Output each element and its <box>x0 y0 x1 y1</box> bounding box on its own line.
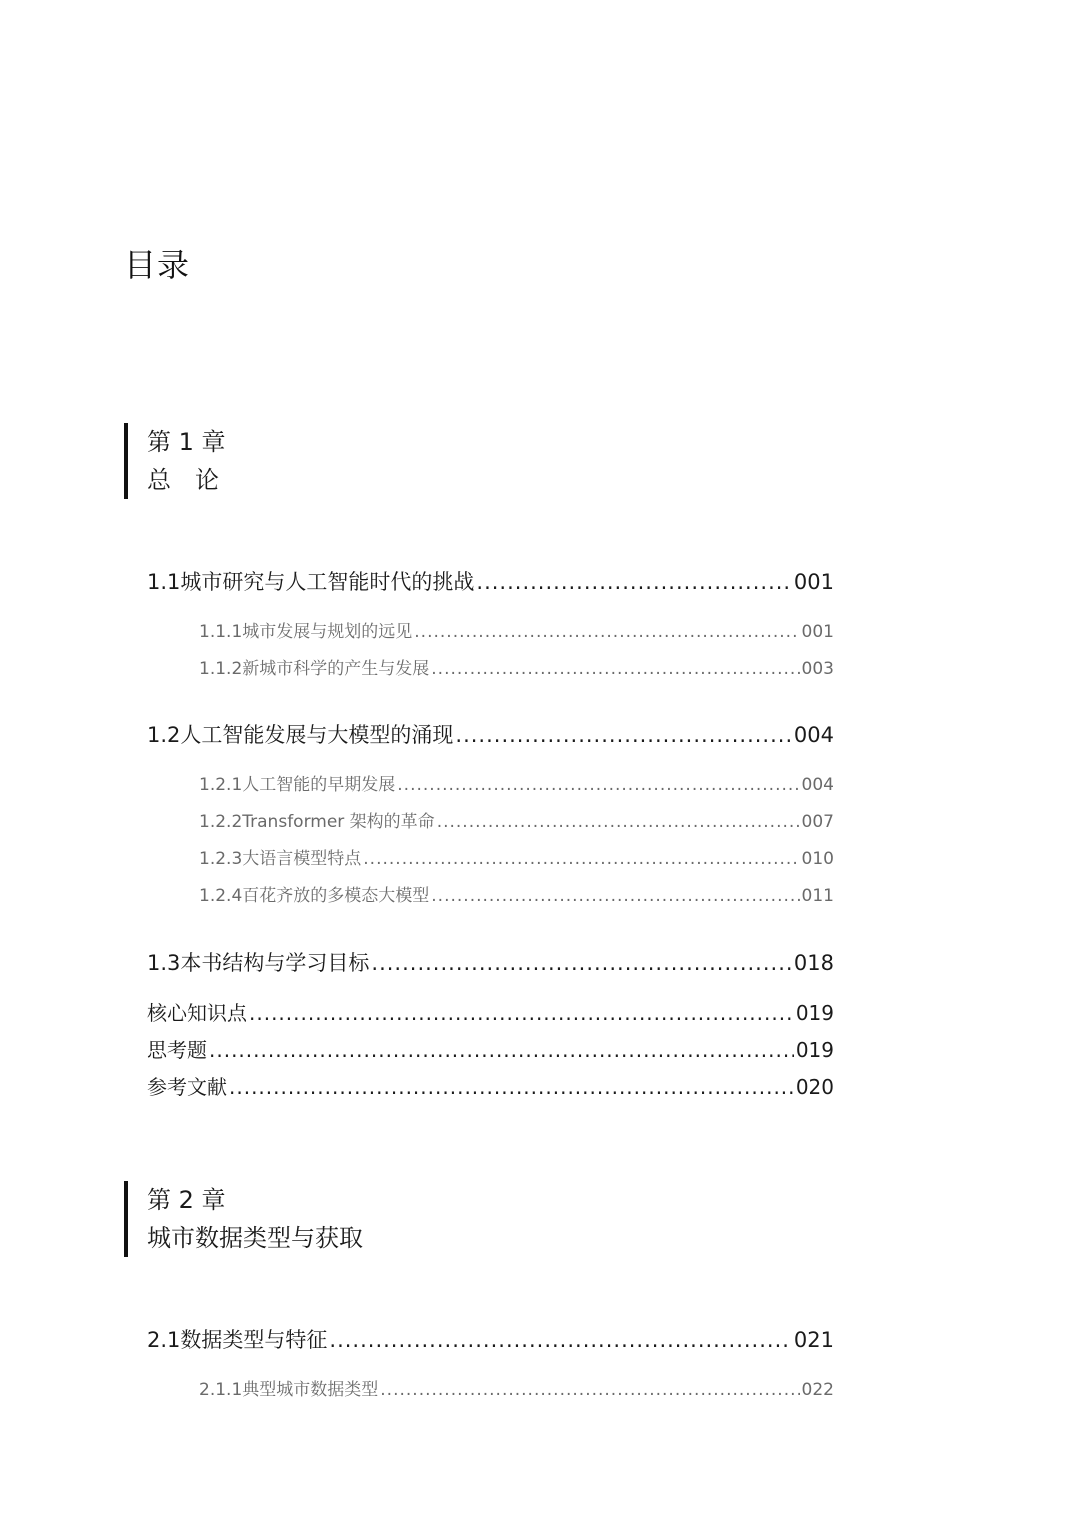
toc-entry[interactable] <box>147 947 834 977</box>
leader-dots <box>371 951 792 975</box>
page-number: 001 <box>793 570 834 594</box>
chapter-number: 第 1 章 <box>147 428 226 456</box>
section-title: 参考文献 <box>147 1075 227 1099</box>
toc-entry[interactable] <box>199 881 834 906</box>
section-number: 2.1.1 <box>199 1380 243 1400</box>
leader-dots <box>476 570 792 594</box>
section-number: 1.2.4 <box>199 886 243 906</box>
toc-entry[interactable] <box>199 807 834 832</box>
page-number: 010 <box>801 849 834 869</box>
section-number: 1.2.1 <box>199 775 243 795</box>
section-number: 1.3 <box>147 951 181 975</box>
page-number: 020 <box>795 1075 834 1099</box>
chapter-title: 城市数据类型与获取 <box>147 1224 363 1252</box>
section-title: 核心知识点 <box>147 1001 247 1025</box>
toc-entry[interactable] <box>147 1324 834 1354</box>
toc-entry[interactable] <box>147 997 834 1026</box>
page-number: 019 <box>795 1038 834 1062</box>
page-number: 004 <box>793 723 834 747</box>
section-title: 典型城市数据类型 <box>242 1380 379 1400</box>
section-title: 新城市科学的产生与发展 <box>242 659 430 679</box>
section-title: Transformer 架构的革命 <box>242 812 435 832</box>
toc-entry[interactable] <box>147 1034 834 1063</box>
leader-dots <box>455 723 792 747</box>
toc-entry[interactable] <box>199 770 834 795</box>
chapter-heading <box>124 423 226 499</box>
section-number: 1.2.3 <box>199 849 243 869</box>
section-number: 1.2 <box>147 723 181 747</box>
toc-entry[interactable] <box>199 654 834 679</box>
section-number: 1.1 <box>147 570 181 594</box>
section-title: 百花齐放的多模态大模型 <box>242 886 430 906</box>
leader-dots <box>414 622 799 642</box>
page-number: 019 <box>795 1001 834 1025</box>
section-title: 人工智能的早期发展 <box>242 775 396 795</box>
page-title: 目录 <box>124 246 191 284</box>
section-title: 本书结构与学习目标 <box>180 951 370 975</box>
section-number: 1.1.1 <box>199 622 243 642</box>
section-title: 人工智能发展与大模型的涌现 <box>180 723 454 747</box>
leader-dots <box>431 659 799 679</box>
leader-dots <box>329 1328 792 1352</box>
page-number: 003 <box>801 659 834 679</box>
page-number: 022 <box>801 1380 834 1400</box>
page-number: 001 <box>801 622 834 642</box>
leader-dots <box>363 849 799 869</box>
chapter-number: 第 2 章 <box>147 1186 226 1214</box>
section-number: 2.1 <box>147 1328 181 1352</box>
toc-entry[interactable] <box>199 1375 834 1400</box>
toc-entry[interactable] <box>147 719 834 749</box>
toc-entry[interactable] <box>147 1071 834 1100</box>
leader-dots <box>229 1075 794 1099</box>
toc-entry[interactable] <box>199 617 834 642</box>
section-title: 思考题 <box>147 1038 207 1062</box>
leader-dots <box>209 1038 794 1062</box>
toc-entry[interactable] <box>147 566 834 596</box>
section-number: 1.1.2 <box>199 659 243 679</box>
chapter-heading <box>124 1181 363 1257</box>
section-title: 数据类型与特征 <box>180 1328 328 1352</box>
leader-dots <box>397 775 799 795</box>
leader-dots <box>380 1380 799 1400</box>
leader-dots <box>437 812 800 832</box>
section-title: 城市发展与规划的远见 <box>242 622 413 642</box>
leader-dots <box>431 886 799 906</box>
page-number: 018 <box>793 951 834 975</box>
section-number: 1.2.2 <box>199 812 243 832</box>
section-title: 大语言模型特点 <box>242 849 362 869</box>
page-number: 011 <box>801 886 834 906</box>
section-title: 城市研究与人工智能时代的挑战 <box>180 570 475 594</box>
page-number: 007 <box>801 812 834 832</box>
page-number: 004 <box>801 775 834 795</box>
leader-dots <box>249 1001 794 1025</box>
toc-entry[interactable] <box>199 844 834 869</box>
page-number: 021 <box>793 1328 834 1352</box>
chapter-title: 总 论 <box>147 466 219 494</box>
